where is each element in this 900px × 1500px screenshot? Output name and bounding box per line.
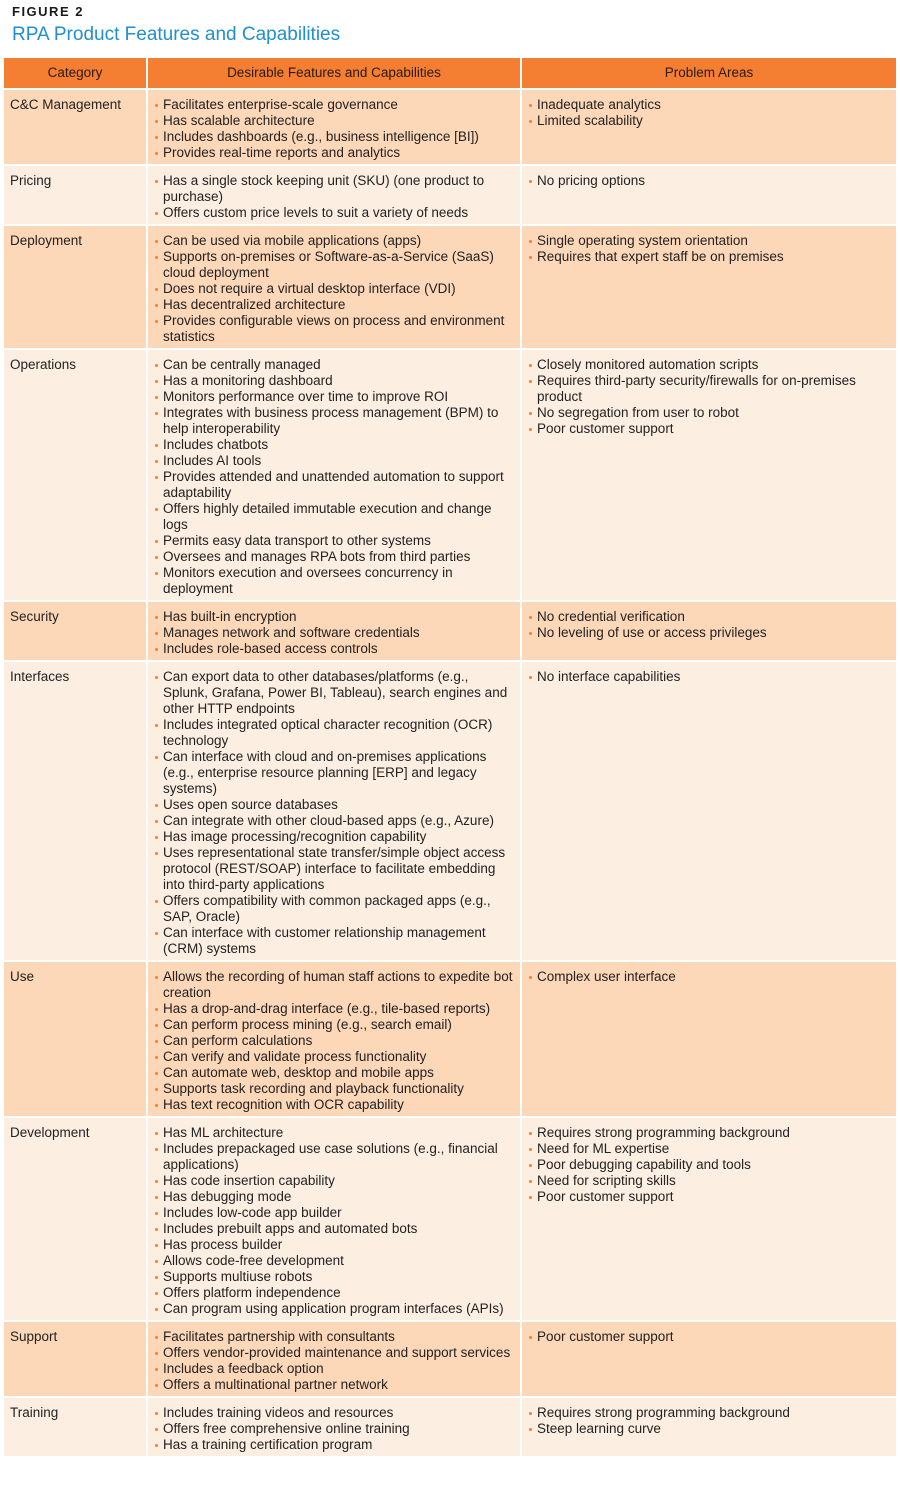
problems-list xyxy=(528,669,890,685)
category-cell: C&C Management xyxy=(4,89,147,165)
problem-item: Requires third-party security/firewalls for on-premises product xyxy=(528,373,890,405)
problems-list xyxy=(528,1329,890,1345)
feature-item: Includes integrated optical character recognition (OCR) technology xyxy=(154,717,514,749)
category-cell: Pricing xyxy=(4,165,147,225)
feature-item: Can verify and validate process functionality xyxy=(154,1049,514,1065)
problem-item: Need for scripting skills xyxy=(528,1173,890,1189)
problem-item: Requires strong programming background xyxy=(528,1125,890,1141)
problems-cell xyxy=(521,1321,896,1397)
feature-item: Does not require a virtual desktop interface (VDI) xyxy=(154,281,514,297)
problems-cell xyxy=(521,165,896,225)
feature-item: Has debugging mode xyxy=(154,1189,514,1205)
table-row xyxy=(4,1117,896,1321)
feature-item: Provides attended and unattended automation to support adaptability xyxy=(154,469,514,501)
problem-item: No leveling of use or access privileges xyxy=(528,625,890,641)
feature-item: Offers custom price levels to suit a variety of needs xyxy=(154,205,514,221)
feature-item: Can perform process mining (e.g., search email) xyxy=(154,1017,514,1033)
problems-cell xyxy=(521,601,896,661)
feature-item: Offers highly detailed immutable execution and change logs xyxy=(154,501,514,533)
feature-item: Has built-in encryption xyxy=(154,609,514,625)
features-cell xyxy=(147,661,521,961)
feature-item: Can program using application program interfaces (APIs) xyxy=(154,1301,514,1317)
features-list xyxy=(154,609,514,657)
feature-item: Provides configurable views on process and environment statistics xyxy=(154,313,514,345)
feature-item: Has decentralized architecture xyxy=(154,297,514,313)
feature-item: Includes a feedback option xyxy=(154,1361,514,1377)
table-row xyxy=(4,349,896,601)
feature-item: Has a monitoring dashboard xyxy=(154,373,514,389)
problem-item: No pricing options xyxy=(528,173,890,189)
feature-item: Has process builder xyxy=(154,1237,514,1253)
features-cell xyxy=(147,165,521,225)
feature-item: Facilitates partnership with consultants xyxy=(154,1329,514,1345)
header-features: Desirable Features and Capabilities xyxy=(147,58,521,89)
problem-item: No interface capabilities xyxy=(528,669,890,685)
problem-item: No credential verification xyxy=(528,609,890,625)
problem-item: Limited scalability xyxy=(528,113,890,129)
feature-item: Has ML architecture xyxy=(154,1125,514,1141)
category-cell: Use xyxy=(4,961,147,1117)
problem-item: Closely monitored automation scripts xyxy=(528,357,890,373)
features-cell xyxy=(147,225,521,349)
feature-item: Offers platform independence xyxy=(154,1285,514,1301)
feature-item: Oversees and manages RPA bots from third parties xyxy=(154,549,514,565)
rpa-features-table xyxy=(4,58,896,1456)
feature-item: Permits easy data transport to other systems xyxy=(154,533,514,549)
header-row xyxy=(4,58,896,89)
category-cell: Training xyxy=(4,1397,147,1456)
feature-item: Integrates with business process management (BPM) to help interoperability xyxy=(154,405,514,437)
figure-label: FIGURE 2 xyxy=(12,4,84,19)
category-cell: Operations xyxy=(4,349,147,601)
problem-item: Steep learning curve xyxy=(528,1421,890,1437)
feature-item: Has a drop-and-drag interface (e.g., tile-based reports) xyxy=(154,1001,514,1017)
feature-item: Supports multiuse robots xyxy=(154,1269,514,1285)
table-row xyxy=(4,225,896,349)
features-list xyxy=(154,969,514,1113)
feature-item: Can export data to other databases/platforms (e.g., Splunk, Grafana, Power BI, Tableau), search engines and other HTTP endpoints xyxy=(154,669,514,717)
problems-list xyxy=(528,1125,890,1205)
feature-item: Includes training videos and resources xyxy=(154,1405,514,1421)
features-cell xyxy=(147,1397,521,1456)
problem-item: Single operating system orientation xyxy=(528,233,890,249)
feature-item: Supports task recording and playback functionality xyxy=(154,1081,514,1097)
problem-item: Poor customer support xyxy=(528,1189,890,1205)
features-cell xyxy=(147,349,521,601)
feature-item: Allows the recording of human staff actions to expedite bot creation xyxy=(154,969,514,1001)
category-cell: Deployment xyxy=(4,225,147,349)
feature-item: Can be centrally managed xyxy=(154,357,514,373)
problems-cell xyxy=(521,961,896,1117)
category-cell: Security xyxy=(4,601,147,661)
feature-item: Offers a multinational partner network xyxy=(154,1377,514,1393)
problem-item: Need for ML expertise xyxy=(528,1141,890,1157)
figure-title: RPA Product Features and Capabilities xyxy=(12,24,341,45)
feature-item: Has image processing/recognition capability xyxy=(154,829,514,845)
features-list xyxy=(154,1405,514,1453)
table-row xyxy=(4,1321,896,1397)
feature-item: Monitors performance over time to improve ROI xyxy=(154,389,514,405)
problems-list xyxy=(528,609,890,641)
feature-item: Offers vendor-provided maintenance and support services xyxy=(154,1345,514,1361)
category-cell: Development xyxy=(4,1117,147,1321)
problems-cell xyxy=(521,349,896,601)
features-cell xyxy=(147,1321,521,1397)
features-list xyxy=(154,233,514,345)
feature-item: Includes chatbots xyxy=(154,437,514,453)
feature-item: Uses open source databases xyxy=(154,797,514,813)
feature-item: Uses representational state transfer/simple object access protocol (REST/SOAP) interface to facilitate embedding into third-party applications xyxy=(154,845,514,893)
problems-list xyxy=(528,969,890,985)
feature-item: Can be used via mobile applications (apps) xyxy=(154,233,514,249)
feature-item: Can interface with customer relationship management (CRM) systems xyxy=(154,925,514,957)
problem-item: Poor customer support xyxy=(528,1329,890,1345)
feature-item: Has a single stock keeping unit (SKU) (one product to purchase) xyxy=(154,173,514,205)
problem-item: Poor customer support xyxy=(528,421,890,437)
features-cell xyxy=(147,89,521,165)
features-list xyxy=(154,1329,514,1393)
problems-cell xyxy=(521,1397,896,1456)
table-row xyxy=(4,661,896,961)
feature-item: Facilitates enterprise-scale governance xyxy=(154,97,514,113)
feature-item: Offers free comprehensive online training xyxy=(154,1421,514,1437)
problem-item: Requires strong programming background xyxy=(528,1405,890,1421)
table-body xyxy=(4,89,896,1456)
feature-item: Provides real-time reports and analytics xyxy=(154,145,514,161)
feature-item: Monitors execution and oversees concurrency in deployment xyxy=(154,565,514,597)
features-cell xyxy=(147,961,521,1117)
feature-item: Has a training certification program xyxy=(154,1437,514,1453)
problems-cell xyxy=(521,661,896,961)
header-category: Category xyxy=(4,58,147,89)
feature-item: Can automate web, desktop and mobile apps xyxy=(154,1065,514,1081)
feature-item: Offers compatibility with common packaged apps (e.g., SAP, Oracle) xyxy=(154,893,514,925)
table-row xyxy=(4,961,896,1117)
problem-item: Complex user interface xyxy=(528,969,890,985)
category-cell: Support xyxy=(4,1321,147,1397)
feature-item: Allows code-free development xyxy=(154,1253,514,1269)
header-problems: Problem Areas xyxy=(521,58,896,89)
problems-cell xyxy=(521,225,896,349)
feature-item: Includes role-based access controls xyxy=(154,641,514,657)
feature-item: Includes prebuilt apps and automated bots xyxy=(154,1221,514,1237)
table-row xyxy=(4,165,896,225)
features-list xyxy=(154,669,514,957)
feature-item: Includes dashboards (e.g., business intelligence [BI]) xyxy=(154,129,514,145)
problem-item: No segregation from user to robot xyxy=(528,405,890,421)
problems-cell xyxy=(521,89,896,165)
problem-item: Inadequate analytics xyxy=(528,97,890,113)
features-list xyxy=(154,1125,514,1317)
problems-list xyxy=(528,173,890,189)
category-cell: Interfaces xyxy=(4,661,147,961)
problems-cell xyxy=(521,1117,896,1321)
features-cell xyxy=(147,601,521,661)
problem-item: Poor debugging capability and tools xyxy=(528,1157,890,1173)
problems-list xyxy=(528,233,890,265)
feature-item: Has code insertion capability xyxy=(154,1173,514,1189)
features-cell xyxy=(147,1117,521,1321)
features-list xyxy=(154,97,514,161)
feature-item: Includes AI tools xyxy=(154,453,514,469)
table-row xyxy=(4,89,896,165)
feature-item: Has text recognition with OCR capability xyxy=(154,1097,514,1113)
feature-item: Has scalable architecture xyxy=(154,113,514,129)
table-row xyxy=(4,1397,896,1456)
table-row xyxy=(4,601,896,661)
features-list xyxy=(154,173,514,221)
feature-item: Manages network and software credentials xyxy=(154,625,514,641)
feature-item: Can perform calculations xyxy=(154,1033,514,1049)
features-list xyxy=(154,357,514,597)
problems-list xyxy=(528,97,890,129)
feature-item: Includes low-code app builder xyxy=(154,1205,514,1221)
feature-item: Can integrate with other cloud-based apps (e.g., Azure) xyxy=(154,813,514,829)
problems-list xyxy=(528,1405,890,1437)
feature-item: Can interface with cloud and on-premises applications (e.g., enterprise resource planning [ERP] and legacy systems) xyxy=(154,749,514,797)
feature-item: Supports on-premises or Software-as-a-Service (SaaS) cloud deployment xyxy=(154,249,514,281)
feature-item: Includes prepackaged use case solutions (e.g., financial applications) xyxy=(154,1141,514,1173)
problems-list xyxy=(528,357,890,437)
problem-item: Requires that expert staff be on premises xyxy=(528,249,890,265)
